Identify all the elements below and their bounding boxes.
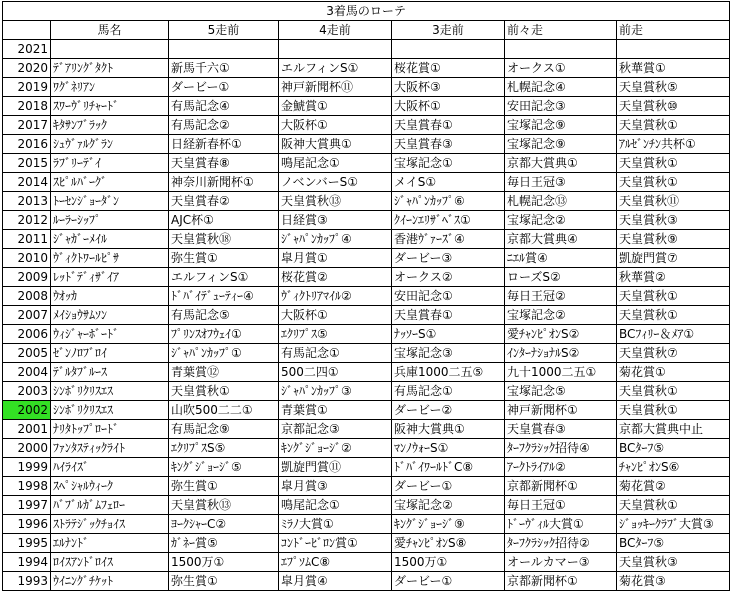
race-5-cell[interactable]: 天皇賞春⑧ bbox=[169, 154, 279, 173]
race-5-cell[interactable]: 天皇賞春② bbox=[169, 192, 279, 211]
table-row bbox=[3, 306, 730, 325]
race-5-cell[interactable]: 有馬記念⑨ bbox=[169, 420, 279, 439]
table-row bbox=[3, 211, 730, 230]
year-cell[interactable]: 2019 bbox=[3, 78, 51, 97]
race-1-cell[interactable]: 秋華賞① bbox=[617, 59, 730, 78]
race-1-cell[interactable]: 京都大賞典中止 bbox=[617, 420, 730, 439]
race-2-cell[interactable]: 札幌記念⑬ bbox=[505, 192, 617, 211]
race-1-cell[interactable]: 天皇賞秋⑤ bbox=[617, 78, 730, 97]
race-4-cell[interactable] bbox=[279, 40, 392, 59]
table-row bbox=[3, 420, 730, 439]
horse-cell[interactable]: ﾊﾞﾌﾞﾙｶﾞﾑﾌｪﾛｰ bbox=[51, 496, 169, 515]
race-4-cell[interactable]: 神戸新聞杯⑪ bbox=[279, 78, 392, 97]
race-3-cell[interactable]: ダービー① bbox=[392, 572, 505, 591]
race-4-cell[interactable]: 大阪杯① bbox=[279, 306, 392, 325]
race-1-cell[interactable]: 天皇賞秋① bbox=[617, 116, 730, 135]
table-row bbox=[3, 78, 730, 97]
race-3-cell[interactable]: 大阪杯③ bbox=[392, 78, 505, 97]
year-cell[interactable]: 2020 bbox=[3, 59, 51, 78]
race-5-cell[interactable]: エルフィンS① bbox=[169, 268, 279, 287]
race-4-cell[interactable]: 鳴尾記念① bbox=[279, 154, 392, 173]
race-2-cell[interactable]: 宝塚記念⑨ bbox=[505, 116, 617, 135]
race-5-cell[interactable]: ﾄﾞﾊﾞｲﾃﾞｭｰﾃｨｰ④ bbox=[169, 287, 279, 306]
race-2-cell[interactable]: 宝塚記念⑤ bbox=[505, 382, 617, 401]
race-2-cell[interactable]: 札幌記念④ bbox=[505, 78, 617, 97]
horse-cell[interactable] bbox=[51, 40, 169, 59]
race-3-cell[interactable]: 愛ﾁｬﾝﾋﾟｵﾝS⑧ bbox=[392, 534, 505, 553]
race-1-cell[interactable]: 天皇賞秋⑩ bbox=[617, 97, 730, 116]
race-4-cell[interactable]: エルフィンS① bbox=[279, 59, 392, 78]
year-cell[interactable]: 1996 bbox=[3, 515, 51, 534]
race-1-cell[interactable]: 天皇賞秋① bbox=[617, 401, 730, 420]
horse-cell[interactable]: ﾛｲｽｱﾝﾄﾞﾛｲｽ bbox=[51, 553, 169, 572]
table-row bbox=[3, 344, 730, 363]
race-3-cell[interactable]: 宝塚記念③ bbox=[392, 344, 505, 363]
race-1-cell[interactable]: 天皇賞秋③ bbox=[617, 553, 730, 572]
race-1-cell[interactable]: 菊花賞① bbox=[617, 363, 730, 382]
year-cell[interactable]: 2000 bbox=[3, 439, 51, 458]
race-2-cell[interactable]: 愛ﾁｬﾝﾋﾟｵﾝS② bbox=[505, 325, 617, 344]
year-cell[interactable]: 2008 bbox=[3, 287, 51, 306]
horse-cell[interactable]: ﾃﾞﾙﾀﾌﾞﾙｰｽ bbox=[51, 363, 169, 382]
table-row bbox=[3, 553, 730, 572]
race-4-cell[interactable]: 大阪杯① bbox=[279, 116, 392, 135]
race-3-cell[interactable]: 天皇賞春① bbox=[392, 116, 505, 135]
race-4-cell[interactable]: 有馬記念① bbox=[279, 344, 392, 363]
year-cell[interactable]: 2011 bbox=[3, 230, 51, 249]
table-row bbox=[3, 325, 730, 344]
horse-cell[interactable]: ﾄｰｾﾝｼﾞｮｰﾀﾞﾝ bbox=[51, 192, 169, 211]
race-5-cell[interactable]: 有馬記念④ bbox=[169, 97, 279, 116]
header-horse[interactable]: 馬名 bbox=[51, 21, 169, 40]
year-cell[interactable]: 2012 bbox=[3, 211, 51, 230]
race-2-cell[interactable]: 神戸新聞杯① bbox=[505, 401, 617, 420]
race-1-cell[interactable]: 天皇賞秋① bbox=[617, 382, 730, 401]
race-3-cell[interactable]: オークス② bbox=[392, 268, 505, 287]
race-5-cell[interactable]: ｶﾞﾈｰ賞⑤ bbox=[169, 534, 279, 553]
year-cell[interactable]: 2001 bbox=[3, 420, 51, 439]
horse-cell[interactable]: ｼﾝﾎﾞﾘｸﾘｽｴｽ bbox=[51, 382, 169, 401]
race-2-cell[interactable]: ローズS② bbox=[505, 268, 617, 287]
race-3-cell[interactable]: 有馬記念① bbox=[392, 382, 505, 401]
horse-cell[interactable]: ｽﾋﾟﾙﾊﾞｰｸﾞ bbox=[51, 173, 169, 192]
horse-cell[interactable]: ｼﾞｬｶﾞｰﾒｲﾙ bbox=[51, 230, 169, 249]
horse-cell[interactable]: ﾌｧﾝﾀｽﾃｨｯｸﾗｲﾄ bbox=[51, 439, 169, 458]
year-cell[interactable]: 1997 bbox=[3, 496, 51, 515]
race-3-cell[interactable]: 大阪杯① bbox=[392, 97, 505, 116]
race-4-cell[interactable]: ｺﾝﾄﾞｰﾋﾞﾛﾝ賞① bbox=[279, 534, 392, 553]
table-row bbox=[3, 230, 730, 249]
race-2-cell[interactable]: 宝塚記念② bbox=[505, 306, 617, 325]
race-4-cell[interactable]: ｼﾞｬﾊﾟﾝｶｯﾌﾟ④ bbox=[279, 230, 392, 249]
table-row bbox=[3, 59, 730, 78]
race-3-cell[interactable]: ダービー② bbox=[392, 401, 505, 420]
year-cell[interactable]: 2002 bbox=[3, 401, 51, 420]
header-4th-prior[interactable]: 4走前 bbox=[279, 21, 392, 40]
year-cell[interactable]: 2014 bbox=[3, 173, 51, 192]
header-year[interactable] bbox=[3, 21, 51, 40]
race-4-cell[interactable]: ノベンバーS① bbox=[279, 173, 392, 192]
horse-cell[interactable]: ﾊｲﾗｲｽﾞ bbox=[51, 458, 169, 477]
year-cell[interactable]: 2005 bbox=[3, 344, 51, 363]
race-3-cell[interactable]: 桜花賞① bbox=[392, 59, 505, 78]
race-2-cell[interactable]: 毎日王冠① bbox=[505, 496, 617, 515]
race-5-cell[interactable]: 青葉賞⑫ bbox=[169, 363, 279, 382]
race-2-cell[interactable]: 宝塚記念② bbox=[505, 211, 617, 230]
race-1-cell[interactable]: 凱旋門賞⑦ bbox=[617, 249, 730, 268]
table-row bbox=[3, 287, 730, 306]
rotation-table bbox=[2, 1, 730, 591]
race-4-cell[interactable]: 皐月賞③ bbox=[279, 477, 392, 496]
year-cell[interactable]: 1998 bbox=[3, 477, 51, 496]
horse-cell[interactable]: ｽﾜｰｳﾞﾘﾁｬｰﾄﾞ bbox=[51, 97, 169, 116]
header-last-race[interactable]: 前走 bbox=[617, 21, 730, 40]
race-4-cell[interactable]: 鳴尾記念① bbox=[279, 496, 392, 515]
race-3-cell[interactable]: ﾄﾞﾊﾞｲﾜｰﾙﾄﾞC⑧ bbox=[392, 458, 505, 477]
race-3-cell[interactable]: ﾅｯｿｰS① bbox=[392, 325, 505, 344]
year-cell[interactable]: 2017 bbox=[3, 116, 51, 135]
race-4-cell[interactable]: 京都記念③ bbox=[279, 420, 392, 439]
race-4-cell[interactable]: 阪神大賞典① bbox=[279, 135, 392, 154]
race-1-cell[interactable]: BCﾀｰﾌ⑤ bbox=[617, 439, 730, 458]
horse-cell[interactable]: ﾒｲｼｮｳｻﾑｿﾝ bbox=[51, 306, 169, 325]
race-4-cell[interactable]: 皐月賞① bbox=[279, 249, 392, 268]
race-4-cell[interactable]: 天皇賞秋⑬ bbox=[279, 192, 392, 211]
horse-cell[interactable]: ﾙｰﾗｰｼｯﾌﾟ bbox=[51, 211, 169, 230]
race-2-cell[interactable]: 天皇賞春③ bbox=[505, 420, 617, 439]
race-4-cell[interactable]: 凱旋門賞⑪ bbox=[279, 458, 392, 477]
race-3-cell[interactable]: ﾏﾝﾉｳｫｰS① bbox=[392, 439, 505, 458]
race-2-cell[interactable]: 京都大賞典④ bbox=[505, 230, 617, 249]
year-cell[interactable]: 2013 bbox=[3, 192, 51, 211]
table-row bbox=[3, 116, 730, 135]
race-2-cell[interactable]: ﾀｰﾌｸﾗｼｯｸ招待② bbox=[505, 534, 617, 553]
race-5-cell[interactable]: ｷﾝｸﾞｼﾞｮｰｼﾞ⑤ bbox=[169, 458, 279, 477]
race-4-cell[interactable]: ﾐﾗﾉ大賞① bbox=[279, 515, 392, 534]
year-cell[interactable]: 2016 bbox=[3, 135, 51, 154]
race-1-cell[interactable]: 菊花賞③ bbox=[617, 572, 730, 591]
horse-cell[interactable]: ｼﾝﾎﾞﾘｸﾘｽｴｽ bbox=[51, 401, 169, 420]
race-1-cell[interactable]: 天皇賞秋① bbox=[617, 306, 730, 325]
race-1-cell[interactable]: 天皇賞秋① bbox=[617, 154, 730, 173]
race-3-cell[interactable]: 1500万① bbox=[392, 553, 505, 572]
horse-cell[interactable]: ｷﾀｻﾝﾌﾞﾗｯｸ bbox=[51, 116, 169, 135]
race-5-cell[interactable]: ﾖｰｸｼｬｰC② bbox=[169, 515, 279, 534]
race-1-cell[interactable]: BCﾌｨﾘｰ＆ﾒｱ① bbox=[617, 325, 730, 344]
table-title[interactable]: 3着馬のローテ bbox=[3, 2, 730, 21]
race-4-cell[interactable]: 500二四① bbox=[279, 363, 392, 382]
horse-cell[interactable]: ｳﾞｨｸﾄﾜｰﾙﾋﾟｻ bbox=[51, 249, 169, 268]
header-2nd-prior[interactable]: 前々走 bbox=[505, 21, 617, 40]
table-row bbox=[3, 458, 730, 477]
horse-cell[interactable]: ｾﾞﾝﾉﾛﾌﾞﾛｲ bbox=[51, 344, 169, 363]
race-2-cell[interactable]: 安田記念③ bbox=[505, 97, 617, 116]
race-5-cell[interactable]: 弥生賞① bbox=[169, 477, 279, 496]
race-3-cell[interactable]: 兵庫1000二五⑤ bbox=[392, 363, 505, 382]
race-3-cell[interactable]: メイS① bbox=[392, 173, 505, 192]
title-row bbox=[3, 2, 730, 21]
race-1-cell[interactable]: 天皇賞秋① bbox=[617, 287, 730, 306]
table-row bbox=[3, 268, 730, 287]
race-2-cell[interactable]: 毎日王冠② bbox=[505, 287, 617, 306]
table-row bbox=[3, 97, 730, 116]
race-5-cell[interactable] bbox=[169, 40, 279, 59]
race-5-cell[interactable]: 神奈川新聞杯① bbox=[169, 173, 279, 192]
race-5-cell[interactable]: 弥生賞① bbox=[169, 572, 279, 591]
table-row bbox=[3, 192, 730, 211]
race-5-cell[interactable]: ダービー① bbox=[169, 78, 279, 97]
race-5-cell[interactable]: ｼﾞｬﾊﾟﾝｶｯﾌﾟ① bbox=[169, 344, 279, 363]
race-2-cell[interactable]: ﾄﾞｰｳﾞｨﾙ大賞① bbox=[505, 515, 617, 534]
race-1-cell[interactable] bbox=[617, 40, 730, 59]
race-1-cell[interactable]: BCﾀｰﾌ⑤ bbox=[617, 534, 730, 553]
horse-cell[interactable]: ﾃﾞｱﾘﾝｸﾞﾀｸﾄ bbox=[51, 59, 169, 78]
year-cell[interactable]: 2006 bbox=[3, 325, 51, 344]
table-row bbox=[3, 135, 730, 154]
race-4-cell[interactable]: 青葉賞① bbox=[279, 401, 392, 420]
horse-cell[interactable]: ｳｵｯｶ bbox=[51, 287, 169, 306]
race-4-cell[interactable]: 日経賞③ bbox=[279, 211, 392, 230]
race-4-cell[interactable]: ｴﾌﾟｿﾑC⑧ bbox=[279, 553, 392, 572]
race-5-cell[interactable]: 山吹500二二① bbox=[169, 401, 279, 420]
horse-cell[interactable]: ｴﾙﾅﾝﾄﾞ bbox=[51, 534, 169, 553]
table-row bbox=[3, 363, 730, 382]
race-3-cell[interactable]: ｼﾞｬﾊﾟﾝｶｯﾌﾟ⑥ bbox=[392, 192, 505, 211]
race-2-cell[interactable]: 九十1000二五① bbox=[505, 363, 617, 382]
header-3rd-prior[interactable]: 3走前 bbox=[392, 21, 505, 40]
horse-cell[interactable]: ｽﾄﾗﾃｼﾞｯｸﾁｮｲｽ bbox=[51, 515, 169, 534]
race-5-cell[interactable]: 新馬千六① bbox=[169, 59, 279, 78]
race-3-cell[interactable]: ダービー③ bbox=[392, 249, 505, 268]
race-1-cell[interactable]: 秋華賞② bbox=[617, 268, 730, 287]
race-2-cell[interactable]: 毎日王冠③ bbox=[505, 173, 617, 192]
race-3-cell[interactable]: 宝塚記念② bbox=[392, 496, 505, 515]
horse-cell[interactable]: ﾚｯﾄﾞﾃﾞｨｻﾞｲｱ bbox=[51, 268, 169, 287]
table-row bbox=[3, 515, 730, 534]
year-cell[interactable]: 2007 bbox=[3, 306, 51, 325]
race-3-cell[interactable]: 宝塚記念① bbox=[392, 154, 505, 173]
race-4-cell[interactable]: 金鯱賞① bbox=[279, 97, 392, 116]
year-cell[interactable]: 2004 bbox=[3, 363, 51, 382]
race-1-cell[interactable]: ｼﾞｮｯｷｰｸﾗﾌﾞ大賞③ bbox=[617, 515, 730, 534]
race-4-cell[interactable]: 桜花賞② bbox=[279, 268, 392, 287]
race-3-cell[interactable]: 天皇賞春① bbox=[392, 306, 505, 325]
race-2-cell[interactable]: ﾀｰﾌｸﾗｼｯｸ招待④ bbox=[505, 439, 617, 458]
race-5-cell[interactable]: 天皇賞秋⑱ bbox=[169, 230, 279, 249]
year-cell[interactable]: 2021 bbox=[3, 40, 51, 59]
race-2-cell[interactable] bbox=[505, 40, 617, 59]
race-4-cell[interactable]: ｼﾞｬﾊﾟﾝｶｯﾌﾟ③ bbox=[279, 382, 392, 401]
race-5-cell[interactable]: 天皇賞秋⑬ bbox=[169, 496, 279, 515]
race-4-cell[interactable]: ｴｸﾘﾌﾟｽ⑤ bbox=[279, 325, 392, 344]
horse-cell[interactable]: ｳｲﾆﾝｸﾞﾁｹｯﾄ bbox=[51, 572, 169, 591]
race-2-cell[interactable]: 宝塚記念⑨ bbox=[505, 135, 617, 154]
race-5-cell[interactable]: 弥生賞① bbox=[169, 249, 279, 268]
race-1-cell[interactable]: 天皇賞秋① bbox=[617, 496, 730, 515]
race-2-cell[interactable]: 京都大賞典① bbox=[505, 154, 617, 173]
year-cell[interactable]: 2015 bbox=[3, 154, 51, 173]
race-2-cell[interactable]: オールカマー③ bbox=[505, 553, 617, 572]
table-row bbox=[3, 173, 730, 192]
table-row bbox=[3, 401, 730, 420]
race-1-cell[interactable]: 天皇賞秋① bbox=[617, 173, 730, 192]
year-cell[interactable]: 2009 bbox=[3, 268, 51, 287]
year-cell[interactable]: 2003 bbox=[3, 382, 51, 401]
race-5-cell[interactable]: 有馬記念② bbox=[169, 116, 279, 135]
race-5-cell[interactable]: AJC杯① bbox=[169, 211, 279, 230]
race-2-cell[interactable]: 京都新聞杯① bbox=[505, 477, 617, 496]
race-5-cell[interactable]: ｴｸﾘﾌﾟｽS⑤ bbox=[169, 439, 279, 458]
race-5-cell[interactable]: 天皇賞秋① bbox=[169, 382, 279, 401]
race-3-cell[interactable]: ｸｲｰﾝｴﾘｻﾞﾍﾞｽ① bbox=[392, 211, 505, 230]
year-cell[interactable]: 1999 bbox=[3, 458, 51, 477]
table-row bbox=[3, 496, 730, 515]
table-row bbox=[3, 477, 730, 496]
table-row bbox=[3, 154, 730, 173]
race-4-cell[interactable]: ｳﾞｨｸﾄﾘｱﾏｲﾙ② bbox=[279, 287, 392, 306]
race-2-cell[interactable]: ﾆｴﾙ賞④ bbox=[505, 249, 617, 268]
table-row bbox=[3, 572, 730, 591]
table-row bbox=[3, 439, 730, 458]
race-3-cell[interactable]: 香港ｳﾞｧｰｽﾞ④ bbox=[392, 230, 505, 249]
year-cell[interactable]: 1993 bbox=[3, 572, 51, 591]
race-2-cell[interactable]: ｱｰｸﾄﾗｲｱﾙ② bbox=[505, 458, 617, 477]
race-2-cell[interactable]: 京都新聞杯① bbox=[505, 572, 617, 591]
race-5-cell[interactable]: 1500万① bbox=[169, 553, 279, 572]
table-row bbox=[3, 382, 730, 401]
horse-cell[interactable]: ｳｨｼﾞｬｰﾎﾞｰﾄﾞ bbox=[51, 325, 169, 344]
race-5-cell[interactable]: 有馬記念⑤ bbox=[169, 306, 279, 325]
header-row bbox=[3, 21, 730, 40]
race-5-cell[interactable]: ﾌﾟﾘﾝｽｵﾌｳｪｲ① bbox=[169, 325, 279, 344]
horse-cell[interactable]: ﾅﾘﾀﾄｯﾌﾟﾛｰﾄﾞ bbox=[51, 420, 169, 439]
race-3-cell[interactable] bbox=[392, 40, 505, 59]
race-1-cell[interactable]: 天皇賞秋⑨ bbox=[617, 230, 730, 249]
race-1-cell[interactable]: ﾁｬﾝﾋﾟｵﾝS⑥ bbox=[617, 458, 730, 477]
race-2-cell[interactable]: オークス① bbox=[505, 59, 617, 78]
race-1-cell[interactable]: 天皇賞秋⑦ bbox=[617, 344, 730, 363]
race-3-cell[interactable]: 天皇賞春③ bbox=[392, 135, 505, 154]
horse-cell[interactable]: ｽﾍﾟｼｬﾙｳｨｰｸ bbox=[51, 477, 169, 496]
horse-cell[interactable]: ｼｭｳﾞｧﾙｸﾞﾗﾝ bbox=[51, 135, 169, 154]
race-3-cell[interactable]: 阪神大賞典① bbox=[392, 420, 505, 439]
race-1-cell[interactable]: 天皇賞秋③ bbox=[617, 211, 730, 230]
table-row bbox=[3, 534, 730, 553]
table-row bbox=[3, 40, 730, 59]
race-3-cell[interactable]: ｷﾝｸﾞｼﾞｮｰｼﾞ⑨ bbox=[392, 515, 505, 534]
year-cell[interactable]: 1994 bbox=[3, 553, 51, 572]
race-4-cell[interactable]: ｷﾝｸﾞｼﾞｮｰｼﾞ② bbox=[279, 439, 392, 458]
header-5th-prior[interactable]: 5走前 bbox=[169, 21, 279, 40]
race-1-cell[interactable]: ｱﾙｾﾞﾝﾁﾝ共杯① bbox=[617, 135, 730, 154]
year-cell[interactable]: 1995 bbox=[3, 534, 51, 553]
race-4-cell[interactable]: 皐月賞④ bbox=[279, 572, 392, 591]
race-3-cell[interactable]: 安田記念① bbox=[392, 287, 505, 306]
table-row bbox=[3, 249, 730, 268]
race-1-cell[interactable]: 菊花賞② bbox=[617, 477, 730, 496]
year-cell[interactable]: 2010 bbox=[3, 249, 51, 268]
year-cell[interactable]: 2018 bbox=[3, 97, 51, 116]
race-3-cell[interactable]: ダービー① bbox=[392, 477, 505, 496]
horse-cell[interactable]: ﾗﾌﾞﾘｰﾃﾞｲ bbox=[51, 154, 169, 173]
horse-cell[interactable]: ﾜｸﾞﾈﾘｱﾝ bbox=[51, 78, 169, 97]
race-1-cell[interactable]: 天皇賞秋⑪ bbox=[617, 192, 730, 211]
race-5-cell[interactable]: 日経新春杯① bbox=[169, 135, 279, 154]
race-2-cell[interactable]: ｲﾝﾀｰﾅｼｮﾅﾙS② bbox=[505, 344, 617, 363]
